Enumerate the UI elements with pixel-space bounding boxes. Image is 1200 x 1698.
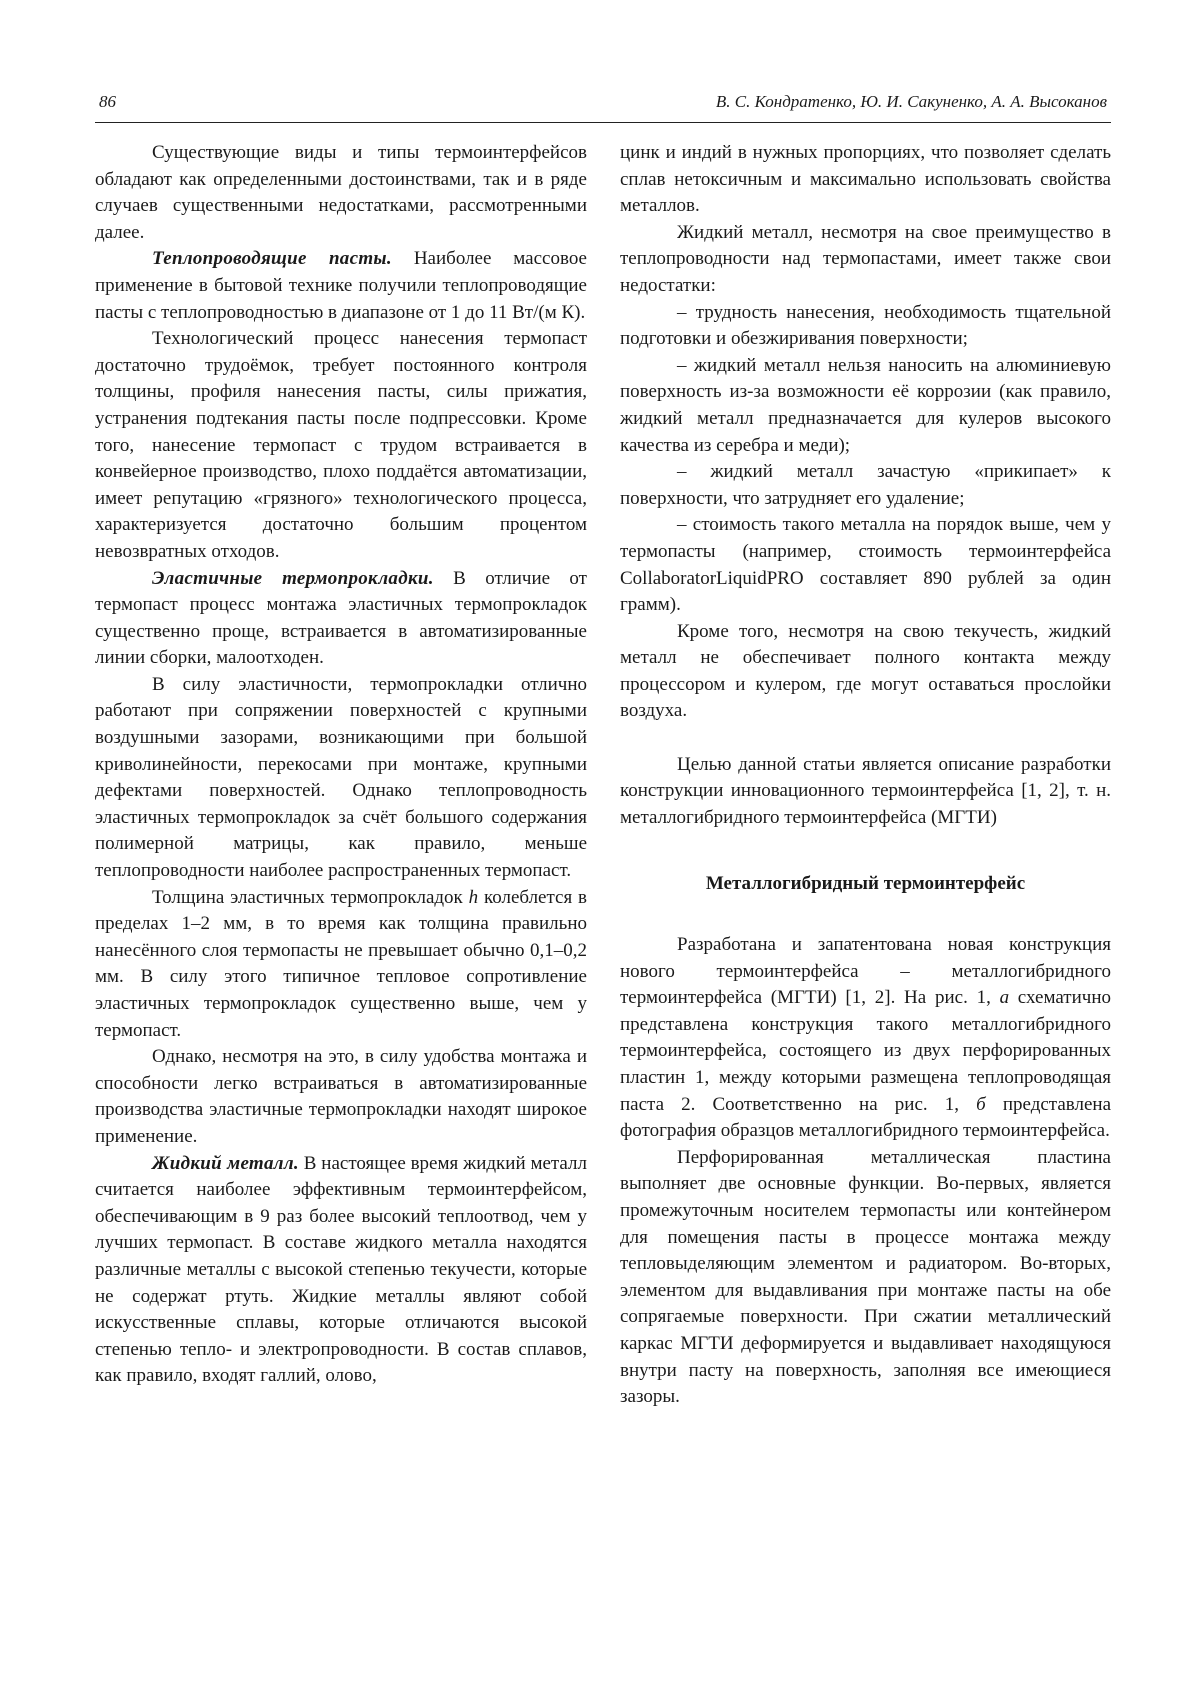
paragraph: Жидкий металл, несмотря на свое преимущество в теплопроводности над термопастами, имеет также свои недостатки: [620,221,1111,296]
run-in-heading: Жидкий металл. [152,1152,299,1174]
paragraph-text: схематично представлена конструкция такого металлогибридного термоинтерфейса, состоящего из двух перфорированных пластин 1, между которыми размещена теплопроводящая паста 2. Соответственно на рис. 1, [620,987,1111,1115]
author-running-head: В. С. Кондратенко, Ю. И. Сакуненко, А. А. Высоканов [715,92,1107,111]
section-heading: Металлогибридный термоинтерфейс [705,873,1026,895]
running-header [95,92,1111,123]
paragraph-text: Разработана и запатентована новая конструкция нового термоинтерфейса – металлогибридного термоинтерфейса (МГТИ) [1, 2]. На рис. 1, [620,934,1111,1009]
left-column [95,140,587,1390]
list-item: – трудность нанесения, необходимость тщательной подготовки и обезжиривания поверхности; [620,301,1111,350]
list-item: – стоимость такого металла на порядок выше, чем у термопасты (например, стоимость термоинтерфейса CollaboratorLiquidPRO составляет 890 рублей за один грамм). [620,514,1111,616]
paragraph: Кроме того, несмотря на свою текучесть, жидкий металл не обеспечивает полного контакта между процессором и кулером, где могут оставаться прослойки воздуха. [620,620,1111,722]
run-in-heading: Теплопроводящие пасты. [152,248,392,270]
variable-h: h [468,886,479,908]
paragraph-aim: Целью данной статьи является описание разработки конструкции инновационного термоинтерфейса [1, 2], т. н. металлогибридного термоинтерфейса (МГТИ) [620,753,1111,828]
paragraph: Существующие виды и типы термоинтерфейсов обладают как определенными достоинствами, так и в ряде случаев существенными недостатками, рассмотренными далее. [95,142,587,243]
page-number: 86 [99,92,116,111]
paragraph: В силу эластичности, термопрокладки отлично работают при сопряжении поверхностей с крупными воздушными зазорами, возникающими при большой криволинейности, перекосами при монтаже, крупными дефектами поверхностей. Однако теплопроводность эластичных термопрокладок за счёт большого содержания полимерной матрицы, как правило, меньше теплопроводности наиболее распространенных термопаст. [95,673,587,882]
paragraph-elastic-pads [95,566,587,672]
paragraph-text: В настоящее время жидкий металл считается наиболее эффективным термоинтерфейсом, обеспечивающим в 9 раз более высокий теплоотвод, чем у лучших термопаст. В составе жидкого металла находятся различные металлы с высокой степенью текучести, которые не содержат ртуть. Жидкие металлы являют собой искусственные сплавы, которые отличаются высокой степенью тепло- и электропроводности. В состав сплавов, как правило, входят галлий, олово, [95,1152,587,1387]
paragraph-text: Наиболее массовое применение в бытовой технике получили теплопроводящие пасты с теплопроводностью в диапазоне от 1 до 11 Вт/(м К). [95,248,587,323]
paragraph: Однако, несмотря на это, в силу удобства монтажа и способности легко встраиваться в автоматизированные производства эластичные термопрокладки находят широкое применение. [95,1046,587,1147]
paragraph-text: В отличие от термопаст процесс монтажа эластичных термопрокладок существенно проще, встраивается в автоматизированные линии сборки, малоотходен. [95,567,587,669]
paragraph-continued: цинк и индий в нужных пропорциях, что позволяет сделать сплав нетоксичным и максимально использовать свойства металлов. [620,142,1111,217]
paragraph-text: колеблется в пределах 1–2 мм, в то время как толщина правильно нанесённого слоя термопасты не превышает обычно 0,1–0,2 мм. В силу этого типичное тепловое сопротивление эластичных термопрокладок существенно выше, чем у термопаст. [95,886,587,1041]
paragraph-thickness [95,885,587,1045]
paragraph: Технологический процесс нанесения термопаст достаточно трудоёмок, требует постоянного контроля толщины, профиля нанесения пасты, силы прижатия, устранения подтекания пасты после подпрессовки. Кроме того, нанесение термопаст с трудом встраивается в конвейерное производство, плохо поддаётся автоматизации, имеет репутацию «грязного» технологического процесса, характеризуется достаточно большим процентом невозвратных отходов. [95,328,587,562]
paragraph-thermal-pastes [95,246,587,326]
right-column [620,140,1111,1411]
list-item: – жидкий металл нельзя наносить на алюминиевую поверхность из-за возможности её коррозии (как правило, жидкий металл предназначается для кулеров высокого качества из серебра и меди); [620,354,1111,456]
paragraph-text: Толщина эластичных термопрокладок [152,886,469,908]
paragraph-liquid-metal [95,1151,587,1390]
run-in-heading: Эластичные термопрокладки. [152,567,434,589]
list-item: – жидкий металл зачастую «прикипает» к поверхности, что затрудняет его удаление; [620,461,1111,509]
figure-ref-a: а [999,987,1010,1009]
paragraph: Перфорированная металлическая пластина выполняет две основные функции. Во-первых, является промежуточным носителем термопасты или контейнером для помещения пасты в процессе монтажа между тепловыделяющим элементом и радиатором. Во-вторых, элементом для выдавливания при монтаже пасты на обе сопрягаемые поверхности. При сжатии металлический каркас МГТИ деформируется и выдавливает находящуюся внутри пасту на поверхность, заполняя все имеющиеся зазоры. [620,1146,1111,1408]
figure-ref-b: б [976,1093,986,1115]
paragraph-mgti [620,932,1111,1145]
paragraph-text: представлена фотография образцов металлогибридного термоинтерфейса. [620,1093,1112,1142]
